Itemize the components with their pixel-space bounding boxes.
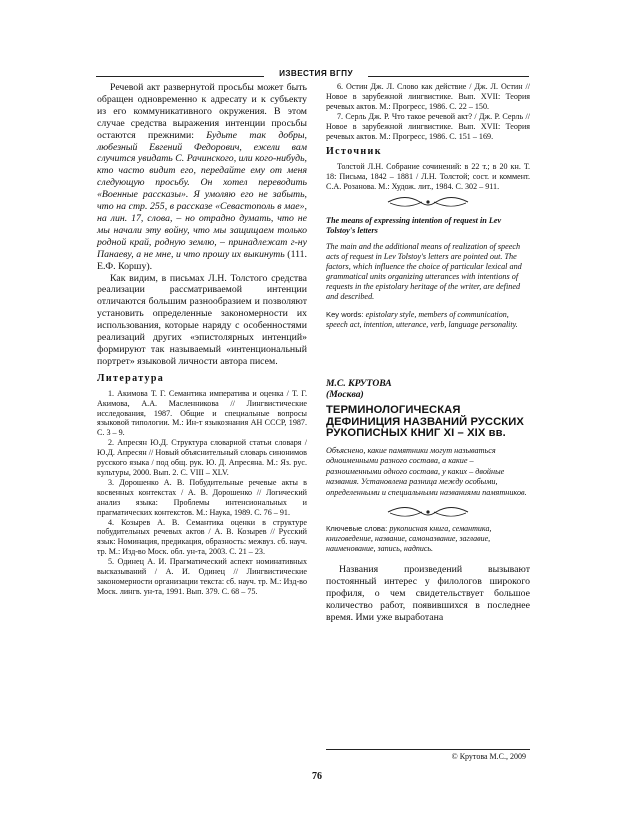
reference-item: 6. Остин Дж. Л. Слово как действие / Дж. Л. Остин // Новое в зарубежной лингвистике. Вып. XVII: Теория речевых актов. М.: Прогресс, 1986. С. 22 – 150. <box>326 82 530 111</box>
page-number: 76 <box>312 771 322 782</box>
intro-paragraph: Названия произведений вызывают постоянный интерес у филологов широкого профиля, о чем свидетельствует большое количество работ, появившихся в последнее время. Ими уже выработана <box>326 563 530 623</box>
ornament-divider-icon <box>386 196 470 208</box>
keywords-en-text: epistolary style, members of communication, speech act, intention, utterance, verb, language personality. <box>326 310 518 330</box>
reference-item: 2. Апресян Ю.Д. Структура словарной статьи словаря / Ю.Д. Апресян // Новый объяснительный словарь синонимов русского языка / под общ. рук. Ю. Д. Апресяна. М.: Яз. рус. культуры, 2000. Вып. 2. С. VIII – XLV. <box>97 438 307 477</box>
left-column <box>97 82 307 597</box>
reference-item: 3. Дорошенко А. В. Побудительные речевые акты в косвенных контекстах / А. В. Дорошенко // Логический анализ языка: Проблемы интенсиональных и прагматических контекстов. М.: Наука, 1989. С. 76 – 91. <box>97 477 307 517</box>
author-city: (Москва) <box>326 389 364 401</box>
keywords-ru-label: Ключевые слова: <box>326 523 390 533</box>
copyright-notice: © Крутова М.С., 2009 <box>451 752 526 761</box>
abstract-ru-text: Объяснено, какие памятники могут называться одноименными разного состава, а какие – разноименными одного состава, у каких – двойные названия. Установлена разница между особыми, определенными и специальными названиями памятников. <box>326 445 527 497</box>
source-item: Толстой Л.Н. Собрание сочинений: в 22 т.; в 20 кн. Т. 18: Письма, 1842 – 1881 / Л.Н. Толстой; сост. и коммент. С.А. Розанова. М.: Худож. лит., 1984. С. 302 – 911. <box>326 162 530 192</box>
body-paragraph-2: Как видим, в письмах Л.Н. Толстого средства реализации рассматриваемой интенции отличаются большим разнообразием и позволяют установить определенные закономерности их использования, которые наряду с особенностями реализаций других «эпистолярных интенций» формируют так называемый «интенциональный портрет» языковой личности автора писем. <box>97 272 307 367</box>
keywords-en-label: Key words: <box>326 310 366 320</box>
para1-start: Речевой акт развернутой просьбы может быть обращен одновременно к адресату и к субъекту из его коммуникативного окружения. В этом случае средства выражения интенции просьбы остаются прежними: <box>97 82 307 141</box>
reference-item: 1. Акимова Т. Г. Семантика императива и оценка / Т. Г. Акимова, А.А. Масленникова // Лингвистические исследования, 1987. Общие и специальные вопросы языковой типологии. М.: Ин-т языкознания АН СССР, 1987. С. 3 – 9. <box>97 388 307 438</box>
right-column <box>326 82 530 624</box>
literature-heading: Литература <box>97 372 165 384</box>
source-heading: Источник <box>326 146 382 158</box>
author-name: М.С. КРУТОВА <box>326 378 392 390</box>
reference-item: 7. Серль Дж. Р. Что такое речевой акт? / Дж. Р. Серль // Новое в зарубежной лингвистике. Вып. XVII: Теория речевых актов. М.: Прогресс, 1986. С. 151 – 169. <box>326 111 530 141</box>
article-title: ТЕРМИНОЛОГИЧЕСКАЯ ДЕФИНИЦИЯ НАЗВАНИЙ РУССКИХ РУКОПИСНЫХ КНИГ XI – XIX вв. <box>326 404 524 440</box>
body-paragraph-1 <box>97 82 307 273</box>
reference-item: 4. Козырев А. В. Семантика оценки в структуре побудительных речевых актов / А. В. Козырев // Русский язык: Номинация, предикация, образность: межвуз. сб. науч. тр. М.: Изд-во Моск. обл. ун-та, 2003. С. 21 – 23. <box>97 517 307 557</box>
keywords-ru-text: рукописная книга, семантика, книговедение, название, самоназвание, заглавие, наименование, запись, надпись. <box>326 523 492 553</box>
letter-quote: Будьте так добры, любезный Евгений Федорович, ежели вам случится увидать С. Рачинского, или кого-нибудь, кто часто видит его, передайте ему от меня следующую просьбу. Он хотел переводить «Военные рассказы». Я умоляю его не забыть, что на стр. 255, в рассказе «Севастополь в мае», на лин. 17, слова, – но отрадно думать, что не мы начали эту войну, что мы защищаем только родной край, родную землю, – принадлежат г-ну Панаеву, а не мне, и что прошу их выкинуть <box>97 129 307 260</box>
ornament-divider-icon <box>386 506 470 518</box>
abstract-en-text: The main and the additional means of realization of speech acts of request in Lev Tolstoy's letters are pointed out. The factors, which influence the choice of particular lexical and grammatical units organizing utterances with intentions of requests in the epistolary heritage of the writer, are defined and described. <box>326 242 522 302</box>
copyright-rule <box>326 749 530 750</box>
keywords-en <box>326 310 530 330</box>
header-rule-right <box>368 76 529 77</box>
reference-item: 5. Одинец А. И. Прагматический аспект номинативных высказываний / А. И. Одинец // Лингвистические закономерности организации текста: сб. науч. тр. М.: Изд-во Моск. лингв. ун-та, 1991. Вып. 379. С. 68 – 75. <box>97 557 307 596</box>
keywords-ru <box>326 524 530 554</box>
para1-end: (111. Е.Ф. Коршу). <box>97 248 307 272</box>
abstract-en-title: The means of expressing intention of request in Lev Tolstoy's letters <box>326 216 502 236</box>
journal-title: ИЗВЕСТИЯ ВГПУ <box>279 69 353 78</box>
header-rule-left <box>96 76 264 77</box>
